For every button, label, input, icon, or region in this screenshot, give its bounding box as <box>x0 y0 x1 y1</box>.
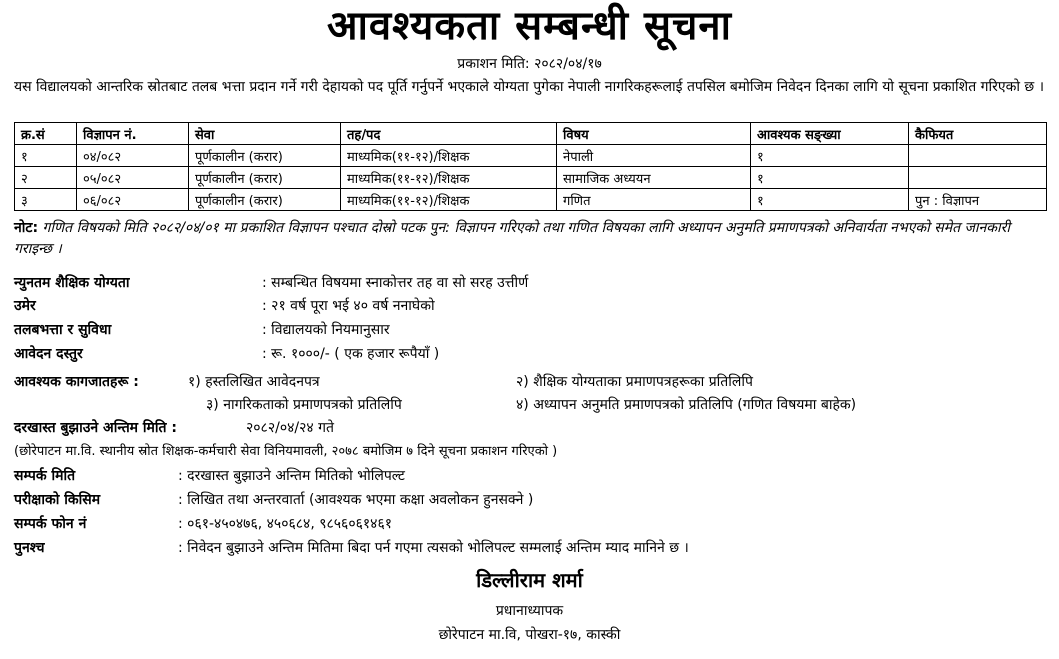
header-required-count: आवश्यक सङ्ख्या <box>751 123 909 145</box>
cell-serial: ३ <box>15 189 77 211</box>
contact-phone-value: : ०६१-४५०४७६, ४५०६८४, ९८५६०६१४६१ <box>178 516 393 532</box>
salary-value: : विद्यालयको नियमानुसार <box>262 322 390 338</box>
header-service: सेवा <box>189 123 341 145</box>
cell-subject: नेपाली <box>557 145 751 167</box>
min-qualification-value: : सम्बन्धित विषयमा स्नाकोत्तर तह वा सो सरह उत्तीर्ण <box>262 275 529 291</box>
publication-date: प्रकाशन मिति: २०८२/०४/१७ <box>457 56 602 72</box>
exam-type-value: : लिखित तथा अन्तरवार्ता (आवश्यक भएमा कक्षा अवलोकन हुनसक्ने ) <box>178 492 534 508</box>
postscript-value: : निवेदन बुझाउने अन्तिम मितिमा बिदा पर्न गएमा त्यसको भोलिपल्ट सम्मलाई अन्तिम म्याद मानिने छ । <box>178 540 689 556</box>
required-documents-label: आवश्यक कागजातहरू : <box>14 374 139 390</box>
cell-serial: २ <box>15 167 77 189</box>
note-paragraph <box>14 218 1046 260</box>
application-fee-value: : रू. १०००/- ( एक हजार रूपैयाँ ) <box>262 346 440 362</box>
table-row <box>15 145 1047 167</box>
table-row <box>15 167 1047 189</box>
document-item: ४) अध्यापन अनुमति प्रमाणपत्रको प्रतिलिपि (गणित विषयमा बाहेक) <box>516 397 857 413</box>
cell-level-post: माध्यमिक(११-१२)/शिक्षक <box>341 167 557 189</box>
cell-required-count: १ <box>751 167 909 189</box>
cell-service: पूर्णकालीन (करार) <box>189 167 341 189</box>
contact-date-value: : दरखास्त बुझाउने अन्तिम मितिको भोलिपल्ट <box>178 468 405 484</box>
note-text: गणित विषयको मिति २०८२/०४/०१ मा प्रकाशित विज्ञापन पश्चात दोस्रो पटक पुन: विज्ञापन गरिएको तथा गणित विषयका लागि अध्यापन अनुमति प्रमाणपत्रको अनिवार्यता नभएको समेत जानकारी गराइन्छ । <box>14 220 1011 257</box>
document-item: २) शैक्षिक योग्यताका प्रमाणपत्रहरूका प्रतिलिपि <box>516 374 753 390</box>
cell-subject: गणित <box>557 189 751 211</box>
cell-remarks <box>909 167 1047 189</box>
signatory-title: प्रधानाध्यापक <box>495 603 564 619</box>
cell-remarks <box>909 145 1047 167</box>
cell-required-count: १ <box>751 145 909 167</box>
cell-serial: १ <box>15 145 77 167</box>
intro-paragraph: यस विद्यालयको आन्तरिक स्रोतबाट तलब भत्ता प्रदान गर्ने गरी देहायको पद पूर्ति गर्नुपर्ने भएकाले योग्यता पुगेका नेपाली नागरिकहरूलाई तपसिल बमोजिम निवेदन दिनका लागि यो सूचना प्रकाशित गरिएको छ । <box>14 79 1044 95</box>
cell-service: पूर्णकालीन (करार) <box>189 145 341 167</box>
note-label: नोट: <box>14 220 39 236</box>
table-row <box>15 189 1047 211</box>
cell-subject: सामाजिक अध्ययन <box>557 167 751 189</box>
header-subject: विषय <box>557 123 751 145</box>
header-ad-number: विज्ञापन नं. <box>77 123 189 145</box>
header-serial: क्र.सं <box>15 123 77 145</box>
cell-remarks: पुन : विज्ञापन <box>909 189 1047 211</box>
contact-date-label: सम्पर्क मिति <box>14 468 76 484</box>
header-level-post: तह/पद <box>341 123 557 145</box>
document-item: १) हस्तलिखित आवेदनपत्र <box>188 374 320 390</box>
cell-ad-number: ०५/०८२ <box>77 167 189 189</box>
cell-ad-number: ०४/०८२ <box>77 145 189 167</box>
salary-label: तलबभत्ता र सुविधा <box>14 322 112 338</box>
contact-phone-label: सम्पर्क फोन नं <box>14 516 87 532</box>
cell-required-count: १ <box>751 189 909 211</box>
deadline-value: २०८२/०४/२४ गते <box>246 420 334 436</box>
age-label: उमेर <box>14 298 36 314</box>
postscript-label: पुनश्च <box>14 540 45 556</box>
cell-level-post: माध्यमिक(११-१२)/शिक्षक <box>341 189 557 211</box>
min-qualification-label: न्युनतम शैक्षिक योग्यता <box>14 275 130 291</box>
cell-level-post: माध्यमिक(११-१२)/शिक्षक <box>341 145 557 167</box>
signatory-name: डिल्लीराम शर्मा <box>476 568 583 592</box>
table-header-row <box>15 123 1047 145</box>
cell-service: पूर्णकालीन (करार) <box>189 189 341 211</box>
vacancy-table <box>14 122 1047 211</box>
notice-title: आवश्यकता सम्बन्धी सूचना <box>327 3 732 49</box>
document-item: ३) नागरिकताको प्रमाणपत्रको प्रतिलिपि <box>206 397 402 413</box>
exam-type-label: परीक्षाको किसिम <box>14 492 101 508</box>
header-remarks: कैफियत <box>909 123 1047 145</box>
age-value: : २१ वर्ष पूरा भई ४० वर्ष ननाघेको <box>262 298 435 314</box>
regulation-note: (छोरेपाटन मा.वि. स्थानीय स्रोत शिक्षक-कर्मचारी सेवा विनियमावली, २०७८ बमोजिम ७ दिने सूचना प्रकाशन गरिएको ) <box>14 444 558 459</box>
application-fee-label: आवेदन दस्तुर <box>14 346 83 362</box>
school-address: छोरेपाटन मा.वि, पोखरा-१७, कास्की <box>438 627 621 643</box>
deadline-label: दरखास्त बुझाउने अन्तिम मिति : <box>14 420 177 436</box>
cell-ad-number: ०६/०८२ <box>77 189 189 211</box>
